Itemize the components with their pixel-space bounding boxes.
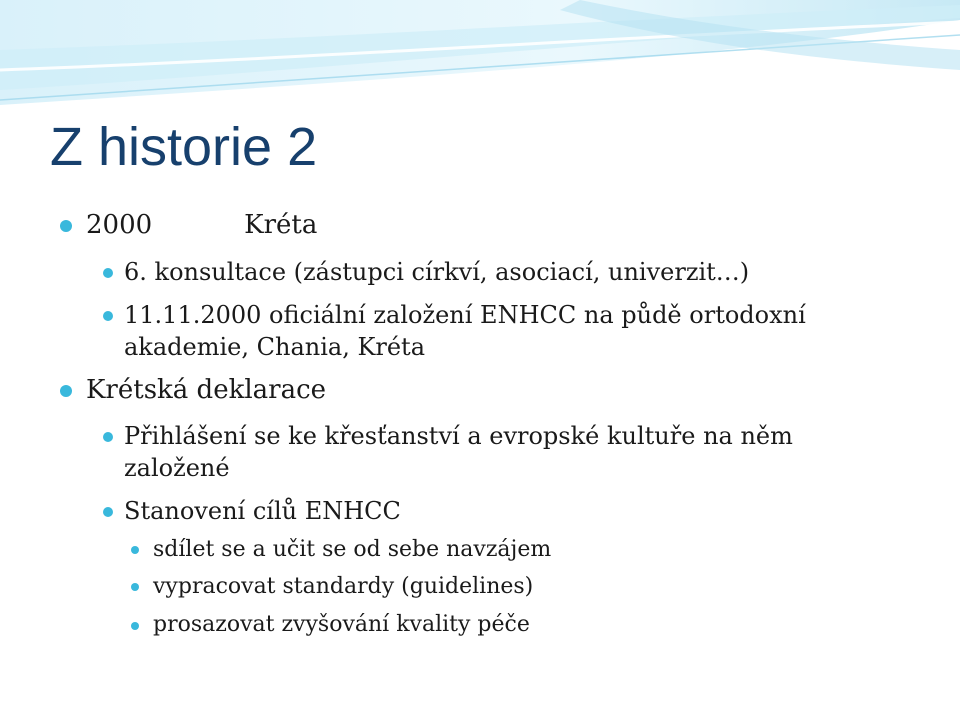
list-item: Stanovení cílů ENHCC xyxy=(124,497,401,525)
list-item: Přihlášení se ke křesťanství a evropské kultuře na něm založené xyxy=(124,422,793,482)
bullet-icon xyxy=(103,268,113,278)
list-item: 6. konsultace (zástupci církví, asociací, univerzit…) xyxy=(124,258,750,286)
bullet-icon xyxy=(131,622,139,630)
list-item: 11.11.2000 oficiální založení ENHCC na půdě ortodoxní akademie, Chania, Kréta xyxy=(124,301,806,361)
bullet-icon xyxy=(131,583,139,591)
bullet-icon xyxy=(103,311,113,321)
bullet-icon xyxy=(60,385,72,397)
list-item xyxy=(86,209,317,241)
slide-title: Z historie 2 xyxy=(50,117,318,177)
list-item: Krétská deklarace xyxy=(86,375,327,405)
bullet-icon xyxy=(60,220,72,232)
bullet-icon xyxy=(131,546,139,554)
list-item: prosazovat zvyšování kvality péče xyxy=(153,612,530,637)
bullet-icon xyxy=(103,507,113,517)
year-text: 2000 xyxy=(86,210,153,240)
list-item: vypracovat standardy (guidelines) xyxy=(153,574,534,599)
place-text: Kréta xyxy=(244,210,318,240)
list-item: sdílet se a učit se od sebe navzájem xyxy=(153,537,552,562)
bullet-icon xyxy=(103,432,113,442)
